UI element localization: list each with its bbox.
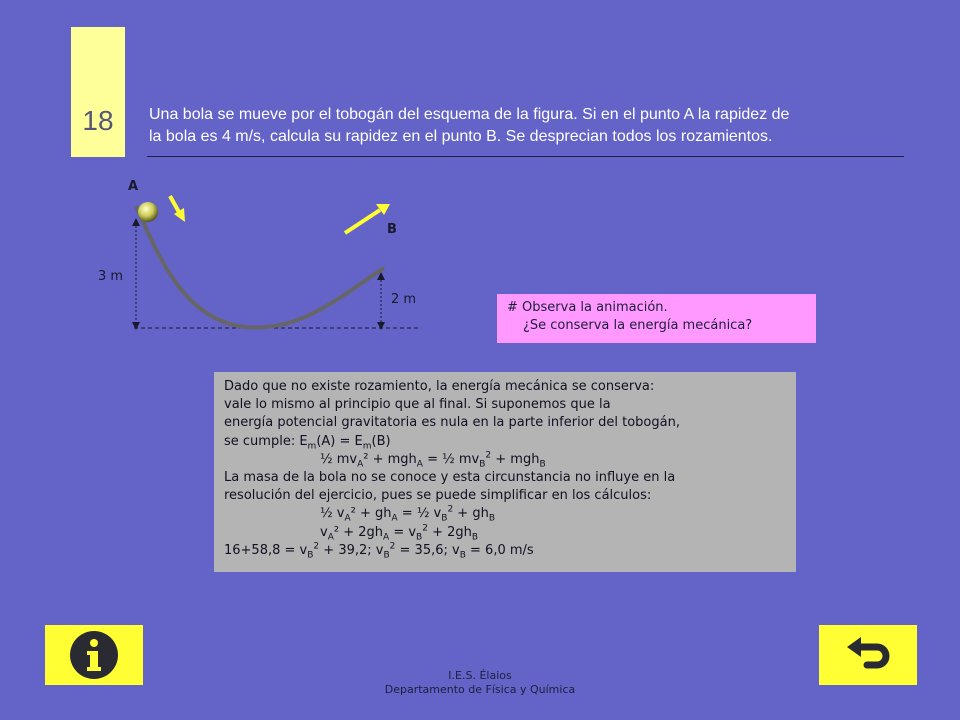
equation-energy: ½ $mv_A^2 + mgh_A$ = ½ $mv_B^2 + mgh_B$	[320, 450, 546, 470]
point-b-label: B	[387, 222, 397, 237]
point-a-label: A	[128, 179, 139, 194]
solution-line2: vale lo mismo al principio que al final. Si suponemos que la	[224, 397, 611, 413]
problem-text-line1: Una bola se mueve por el tobogán del esquema de la figura. Si en el punto A la rapidez de	[149, 106, 790, 123]
footer	[0, 669, 960, 697]
equation-doubled: $v_A^2 + 2gh_A = v_B^2 + 2gh_B$	[320, 523, 479, 543]
solution-line3: energía potencial gravitatoria es nula en la parte inferior del tobogán,	[224, 415, 680, 431]
hint-box	[497, 294, 816, 343]
solution-line7: resolución del ejercicio, pues se puede simplificar en los cálculos:	[224, 488, 652, 504]
solution-box	[214, 372, 796, 572]
footer-school: I.E.S. Élaios	[448, 669, 512, 682]
equation-simplified: ½ $v_A^2 + gh_A$ = ½ $v_B^2 + gh_B$	[320, 505, 496, 525]
solution-line6: La masa de la bola no se conoce y esta circunstancia no influye en la	[224, 470, 676, 486]
hint-line2: ¿Se conserva la energía mecánica?	[523, 318, 753, 333]
solution-line1: Dado que no existe rozamiento, la energía mecánica se conserva:	[224, 379, 655, 394]
height-a-arrow-bottom	[132, 322, 140, 330]
ball	[138, 202, 158, 222]
hint-line1: # Observa la animación.	[507, 300, 668, 315]
velocity-arrow-b	[345, 210, 380, 233]
solution-line4: se cumple: $E_m(A) = E_m(B)$	[224, 433, 391, 452]
height-b-label: 2 m	[391, 292, 417, 307]
height-a-arrow-top	[132, 218, 140, 226]
problem-text-line2: la bola es 4 m/s, calcula su rapidez en el punto B. Se desprecian todos los rozamientos.	[149, 128, 773, 145]
solution-result: $16+58,8 = v_B^2 + 39,2$; $v_B^2 = 35,6$; $v_B = 6,0$ m/s	[224, 541, 534, 561]
slide-track	[136, 206, 384, 328]
footer-department: Departamento de Física y Química	[384, 683, 576, 696]
height-b-arrow-bottom	[377, 322, 385, 330]
height-a-label: 3 m	[98, 269, 124, 284]
problem-number: 18	[82, 105, 114, 136]
